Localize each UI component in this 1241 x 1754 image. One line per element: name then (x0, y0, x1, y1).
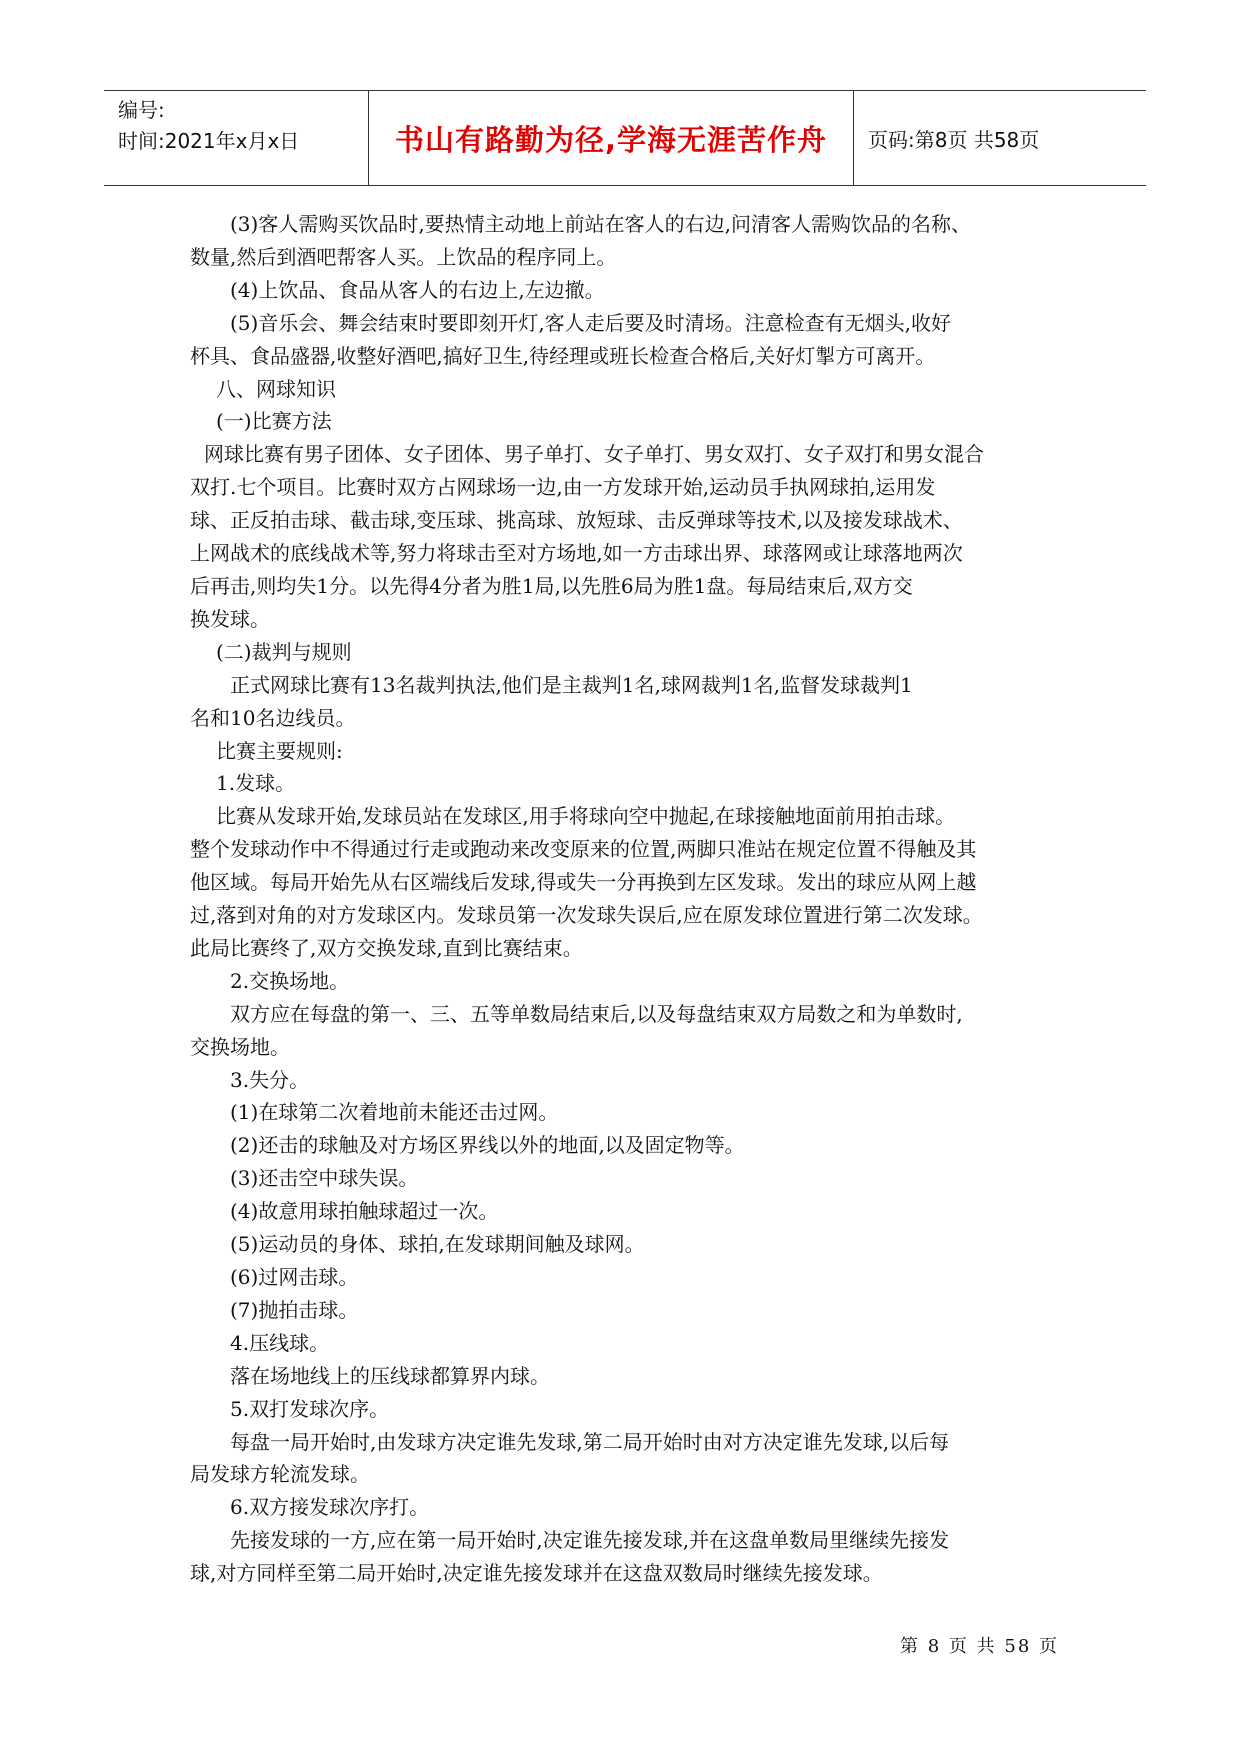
page-footer: 第 8 页 共 58 页 (900, 1636, 1059, 1657)
list-item: (5)运动员的身体、球拍,在发球期间触及球网。 (230, 1232, 645, 1257)
paragraph-line: 交换场地。 (190, 1034, 290, 1059)
paragraph-line: 过,落到对角的对方发球区内。发球员第一次发球失误后,应在原发球位置进行第二次发球。 (190, 903, 983, 928)
paragraph-line: 名和10名边线员。 (190, 705, 356, 730)
header-page-code: 页码:第8页 共58页 (868, 127, 1040, 152)
subsection-heading: (二)裁判与规则 (216, 639, 352, 664)
paragraph-line: (3)客人需购买饮品时,要热情主动地上前站在客人的右边,问清客人需购饮品的名称、 (230, 212, 972, 236)
paragraph-line: 数量,然后到酒吧帮客人买。上饮品的程序同上。 (190, 244, 617, 269)
list-item: (2)还击的球触及对方场区界线以外的地面,以及固定物等。 (230, 1133, 745, 1158)
list-item: (1)在球第二次着地前未能还击过网。 (230, 1100, 559, 1125)
rule-heading: 3.失分。 (230, 1067, 310, 1092)
paragraph-line: 换发球。 (190, 606, 270, 631)
paragraph-line: 整个发球动作中不得通过行走或跑动来改变原来的位置,两脚只准站在规定位置不得触及其 (190, 837, 977, 862)
paragraph-line: (4)上饮品、食品从客人的右边上,左边撤。 (230, 277, 605, 302)
paragraph-line: 落在场地线上的压线球都算界内球。 (230, 1363, 550, 1388)
paragraph-line: 双打.七个项目。比赛时双方占网球场一边,由一方发球开始,运动员手执网球拍,运用发 (190, 475, 936, 500)
paragraph-line: 上网战术的底线战术等,努力将球击至对方场地,如一方击球出界、球落网或让球落地两次 (190, 541, 963, 566)
paragraph-line: 先接发球的一方,应在第一局开始时,决定谁先接发球,并在这盘单数局里继续先接发 (230, 1528, 950, 1553)
header-meta (104, 91, 369, 185)
rule-heading: 4.压线球。 (230, 1330, 330, 1355)
paragraph-line: 他区域。每局开始先从右区端线后发球,得或失一分再换到左区发球。发出的球应从网上越 (190, 870, 977, 895)
rule-heading: 2.交换场地。 (230, 968, 350, 993)
document-time-label: 时间:2021年x月x日 (118, 129, 300, 153)
rule-heading: 6.双方接发球次序打。 (230, 1495, 430, 1520)
paragraph-line: 杯具、食品盛器,收整好酒吧,搞好卫生,待经理或班长检查合格后,关好灯掣方可离开。 (190, 343, 936, 368)
paragraph-line: (5)音乐会、舞会结束时要即刻开灯,客人走后要及时清场。注意检查有无烟头,收好 (230, 310, 952, 335)
document-number-label: 编号: (118, 98, 165, 122)
paragraph-line: 球,对方同样至第二局开始时,决定谁先接发球并在这盘双数局时继续先接发球。 (190, 1561, 883, 1586)
paragraph-line: 每盘一局开始时,由发球方决定谁先发球,第二局开始时由对方决定谁先发球,以后每 (230, 1429, 950, 1454)
header-motto: 书山有路勤为径,学海无涯苦作舟 (394, 122, 828, 157)
rule-heading: 1.发球。 (216, 771, 296, 796)
paragraph-line: 网球比赛有男子团体、女子团体、男子单打、女子单打、男女双打、女子双打和男女混合 (204, 442, 984, 467)
rule-heading: 5.双打发球次序。 (230, 1396, 390, 1421)
list-item: (6)过网击球。 (230, 1265, 359, 1289)
page-header (104, 90, 1146, 186)
paragraph-line: 正式网球比赛有13名裁判执法,他们是主裁判1名,球网裁判1名,监督发球裁判1 (230, 672, 913, 697)
paragraph-line: 双方应在每盘的第一、三、五等单数局结束后,以及每盘结束双方局数之和为单数时, (230, 1001, 963, 1026)
document-body (190, 208, 1070, 1590)
subsection-heading: (一)比赛方法 (216, 409, 332, 434)
list-item: (4)故意用球拍触球超过一次。 (230, 1199, 499, 1224)
paragraph-line: 比赛主要规则: (216, 738, 343, 763)
paragraph-line: 局发球方轮流发球。 (190, 1462, 370, 1487)
section-heading: 八、网球知识 (216, 376, 336, 401)
list-item: (7)抛拍击球。 (230, 1297, 359, 1322)
paragraph-line: 球、正反拍击球、截击球,变压球、挑高球、放短球、击反弹球等技术,以及接发球战术、 (190, 508, 963, 533)
paragraph-line: 此局比赛终了,双方交换发球,直到比赛结束。 (190, 935, 583, 960)
paragraph-line: 后再击,则均失1分。以先得4分者为胜1局,以先胜6局为胜1盘。每局结束后,双方交 (190, 573, 913, 598)
list-item: (3)还击空中球失误。 (230, 1166, 419, 1191)
header-motto-cell (369, 91, 854, 185)
paragraph-line: 比赛从发球开始,发球员站在发球区,用手将球向空中抛起,在球接触地面前用拍击球。 (216, 804, 956, 829)
header-page-cell (854, 91, 1146, 185)
